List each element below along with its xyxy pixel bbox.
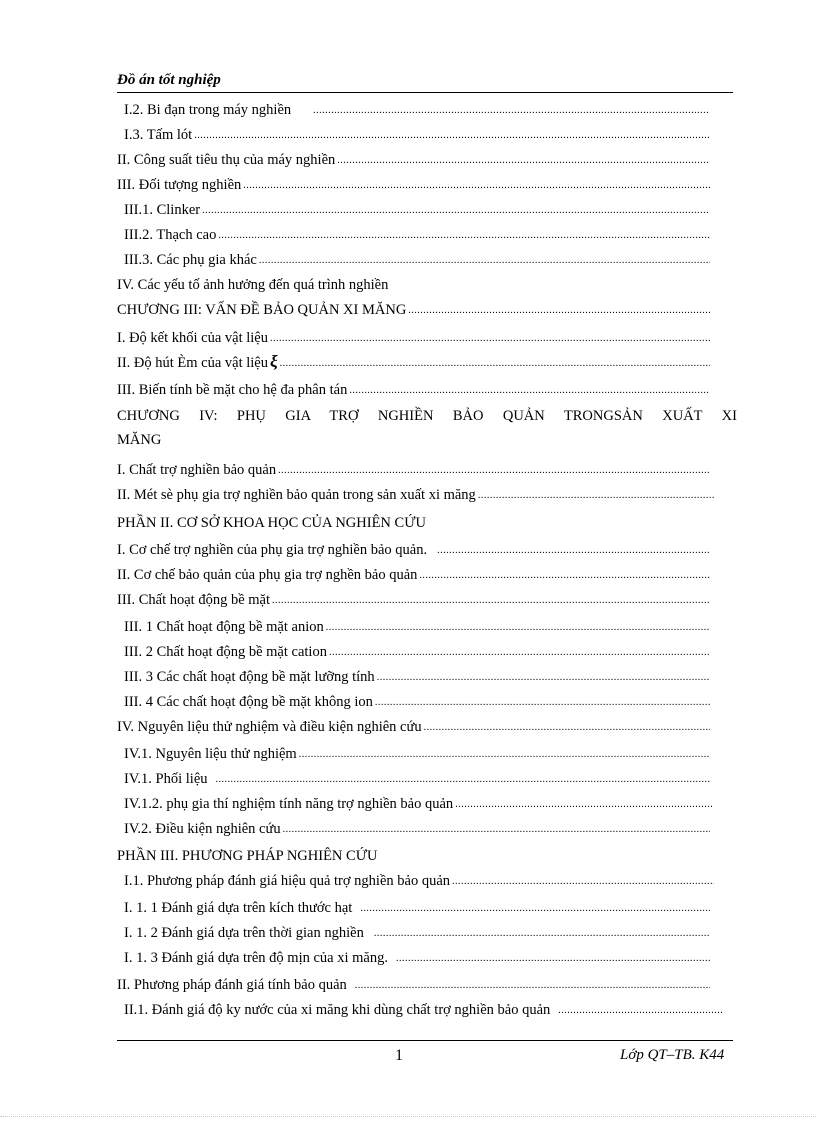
- toc-entry[interactable]: [117, 294, 710, 319]
- toc-leader-dots: [278, 466, 710, 479]
- toc-leader-dots: [349, 386, 710, 399]
- toc-leader-dots: [452, 877, 714, 890]
- toc-leader-dots: [280, 359, 710, 372]
- toc-entry-label: III.2. Thạch cao: [124, 227, 217, 243]
- toc-entry[interactable]: [117, 319, 710, 347]
- toc-leader-dots: [259, 256, 710, 269]
- toc-entry-label: IV. Các yếu tố ảnh hưởng đến quá trình nghiền: [117, 277, 389, 293]
- toc-part-heading[interactable]: [117, 840, 710, 865]
- toc-entry-label: III. Chất hoạt động bề mặt: [117, 592, 271, 608]
- toc-leader-dots: [299, 750, 710, 763]
- toc-entry[interactable]: [117, 969, 710, 994]
- toc-leader-dots: [375, 698, 710, 711]
- toc-leader-dots: [429, 546, 710, 559]
- toc-entry[interactable]: [117, 584, 710, 609]
- toc-entry[interactable]: [117, 559, 710, 584]
- toc-leader-dots: [293, 106, 710, 119]
- toc-leader-dots: [210, 775, 710, 788]
- toc-leader-dots: [390, 954, 710, 967]
- toc-entry[interactable]: [124, 917, 710, 942]
- toc-leader-dots: [455, 800, 714, 813]
- toc-leader-dots: [366, 929, 710, 942]
- toc-entry[interactable]: [124, 738, 710, 763]
- toc-entry-label: CHƯƠNG III: VẤN ĐỀ BẢO QUẢN XI MĂNG: [117, 302, 407, 318]
- toc-leader-dots: [408, 306, 710, 319]
- page-header-title: Đồ án tốt nghiệp: [117, 72, 221, 88]
- toc-leader-dots: [377, 673, 710, 686]
- toc-entry-label: II. Phương pháp đánh giá tính bảo quản: [117, 977, 347, 993]
- toc-leader-dots: [202, 206, 710, 219]
- toc-entry-label: III. Đối tượng nghiền: [117, 177, 242, 193]
- toc-entry[interactable]: [124, 661, 710, 686]
- toc-leader-dots: [552, 1006, 722, 1019]
- toc-entry-label: III.1. Clinker: [124, 202, 201, 218]
- toc-entry[interactable]: [117, 144, 710, 169]
- toc-entry[interactable]: [117, 347, 710, 372]
- toc-entry[interactable]: [124, 788, 714, 813]
- toc-leader-dots: [270, 334, 710, 347]
- toc-entry-label: I. 1. 1 Đánh giá dựa trên kích thước hạt: [124, 900, 353, 916]
- class-label: Lớp QT–TB. K44: [620, 1047, 725, 1063]
- toc-entry[interactable]: [117, 534, 710, 559]
- toc-entry-label: I.1. Phương pháp đánh giá hiệu quả trợ nghiền bảo quản: [124, 873, 451, 889]
- toc-leader-dots: [326, 623, 710, 636]
- toc-entry[interactable]: [124, 942, 710, 967]
- toc-entry[interactable]: [117, 479, 714, 504]
- toc-entry-label: III.3. Các phụ gia khác: [124, 252, 257, 268]
- footer-rule: [117, 1040, 733, 1041]
- toc-entry-label: MĂNG: [117, 432, 162, 448]
- toc-leader-dots: [194, 131, 710, 144]
- toc-leader-dots: [478, 491, 714, 504]
- toc-entry-label: I. Độ kết khối của vật liệu: [117, 330, 268, 346]
- toc-leader-dots: [349, 981, 710, 994]
- toc-entry[interactable]: [117, 711, 710, 736]
- toc-leader-dots: [354, 904, 710, 917]
- toc-entry-label: I. 1. 2 Đánh giá dựa trên thời gian nghiền: [124, 925, 364, 941]
- toc-part-heading[interactable]: [117, 507, 710, 532]
- toc-entry-label: IV. Nguyên liệu thử nghiệm và điều kiện nghiên cứu: [117, 719, 422, 735]
- toc-entry-label: IV.1.2. phụ gia thí nghiệm tính năng trợ nghiền bảo quản: [124, 796, 454, 812]
- toc-entry-label: III. 3 Các chất hoạt động bề mặt lưỡng tính: [124, 669, 375, 685]
- toc-entry-label: PHẦN III. PHƯƠNG PHÁP NGHIÊN CỨU: [117, 848, 378, 864]
- toc-entry[interactable]: [124, 94, 710, 119]
- toc-leader-dots: [337, 156, 710, 169]
- toc-entry-label: III. 4 Các chất hoạt động bề mặt không ion: [124, 694, 373, 710]
- toc-entry-label: II. Cơ chế bảo quản của phụ gia trợ nghền bảo quản: [117, 567, 418, 583]
- xi-symbol: ξ: [270, 352, 278, 371]
- toc-entry[interactable]: [117, 269, 710, 294]
- toc-leader-dots: [272, 596, 710, 609]
- toc-entry[interactable]: [117, 374, 710, 399]
- toc-entry-label: I.3. Tấm lót: [124, 127, 193, 143]
- toc-entry-label: III. 1 Chất hoạt động bề mặt anion: [124, 619, 324, 635]
- toc-entry-label: III. Biến tính bề mặt cho hệ đa phân tán: [117, 382, 348, 398]
- toc-entry-label: II. Công suất tiêu thụ của máy nghiền: [117, 152, 336, 168]
- toc-entry[interactable]: [117, 169, 710, 194]
- toc-entry[interactable]: [124, 636, 710, 661]
- toc-leader-dots: [424, 723, 710, 736]
- toc-entry-label: III. 2 Chất hoạt động bề mặt cation: [124, 644, 327, 660]
- toc-entry-label: I.2. Bi đạn trong máy nghiền: [124, 102, 292, 118]
- toc-entry-label: II. Độ hút Èm của vật liệu: [117, 355, 268, 371]
- toc-entry[interactable]: [124, 611, 710, 636]
- toc-entry-label: IV.1. Phối liệu: [124, 771, 208, 787]
- toc-entry[interactable]: [124, 686, 710, 711]
- header-rule: [117, 92, 733, 93]
- toc-entry-label: I. Cơ chế trợ nghiền của phụ gia trợ nghiền bảo quản.: [117, 542, 428, 558]
- toc-entry[interactable]: [124, 219, 710, 244]
- toc-leader-dots: [329, 648, 710, 661]
- toc-entry[interactable]: [117, 454, 710, 479]
- toc-entry[interactable]: [124, 994, 722, 1019]
- toc-entry[interactable]: [124, 763, 710, 788]
- toc-entry[interactable]: [124, 865, 714, 890]
- toc-entry-label: I. 1. 3 Đánh giá dựa trên độ mịn của xi măng.: [124, 950, 388, 966]
- toc-entry-label: I. Chất trợ nghiền bảo quản: [117, 462, 277, 478]
- page-number: 1: [395, 1047, 403, 1064]
- toc-entry[interactable]: [124, 813, 710, 838]
- toc-leader-dots: [283, 825, 710, 838]
- toc-entry-label: II.1. Đánh giá độ ky nước của xi măng khi dùng chất trợ nghiền bảo quản: [124, 1002, 551, 1018]
- toc-chapter-heading-line2[interactable]: [117, 424, 417, 449]
- toc-entry[interactable]: [124, 892, 710, 917]
- toc-entry-label: IV.1. Nguyên liệu thử nghiệm: [124, 746, 297, 762]
- toc-entry[interactable]: [124, 119, 710, 144]
- toc-entry[interactable]: [124, 194, 710, 219]
- toc-entry-label: IV.2. Điều kiện nghiên cứu: [124, 821, 281, 837]
- toc-leader-dots: [243, 181, 710, 194]
- page-edge: [0, 1116, 816, 1117]
- toc-entry[interactable]: [124, 244, 710, 269]
- toc-leader-dots: [218, 231, 710, 244]
- toc-leader-dots: [419, 571, 710, 584]
- toc-entry-label: II. Mét sè phụ gia trợ nghiền bảo quản trong sản xuất xi măng: [117, 487, 476, 503]
- toc-entry-label: PHẦN II. CƠ SỞ KHOA HỌC CỦA NGHIÊN CỨU: [117, 515, 426, 531]
- toc-chapter-heading-line1[interactable]: CHƯƠNG IV: PHỤ GIA TRỢ NGHIỀN BẢO QUẢN TRONGSẢN XUẤT XI: [117, 408, 737, 424]
